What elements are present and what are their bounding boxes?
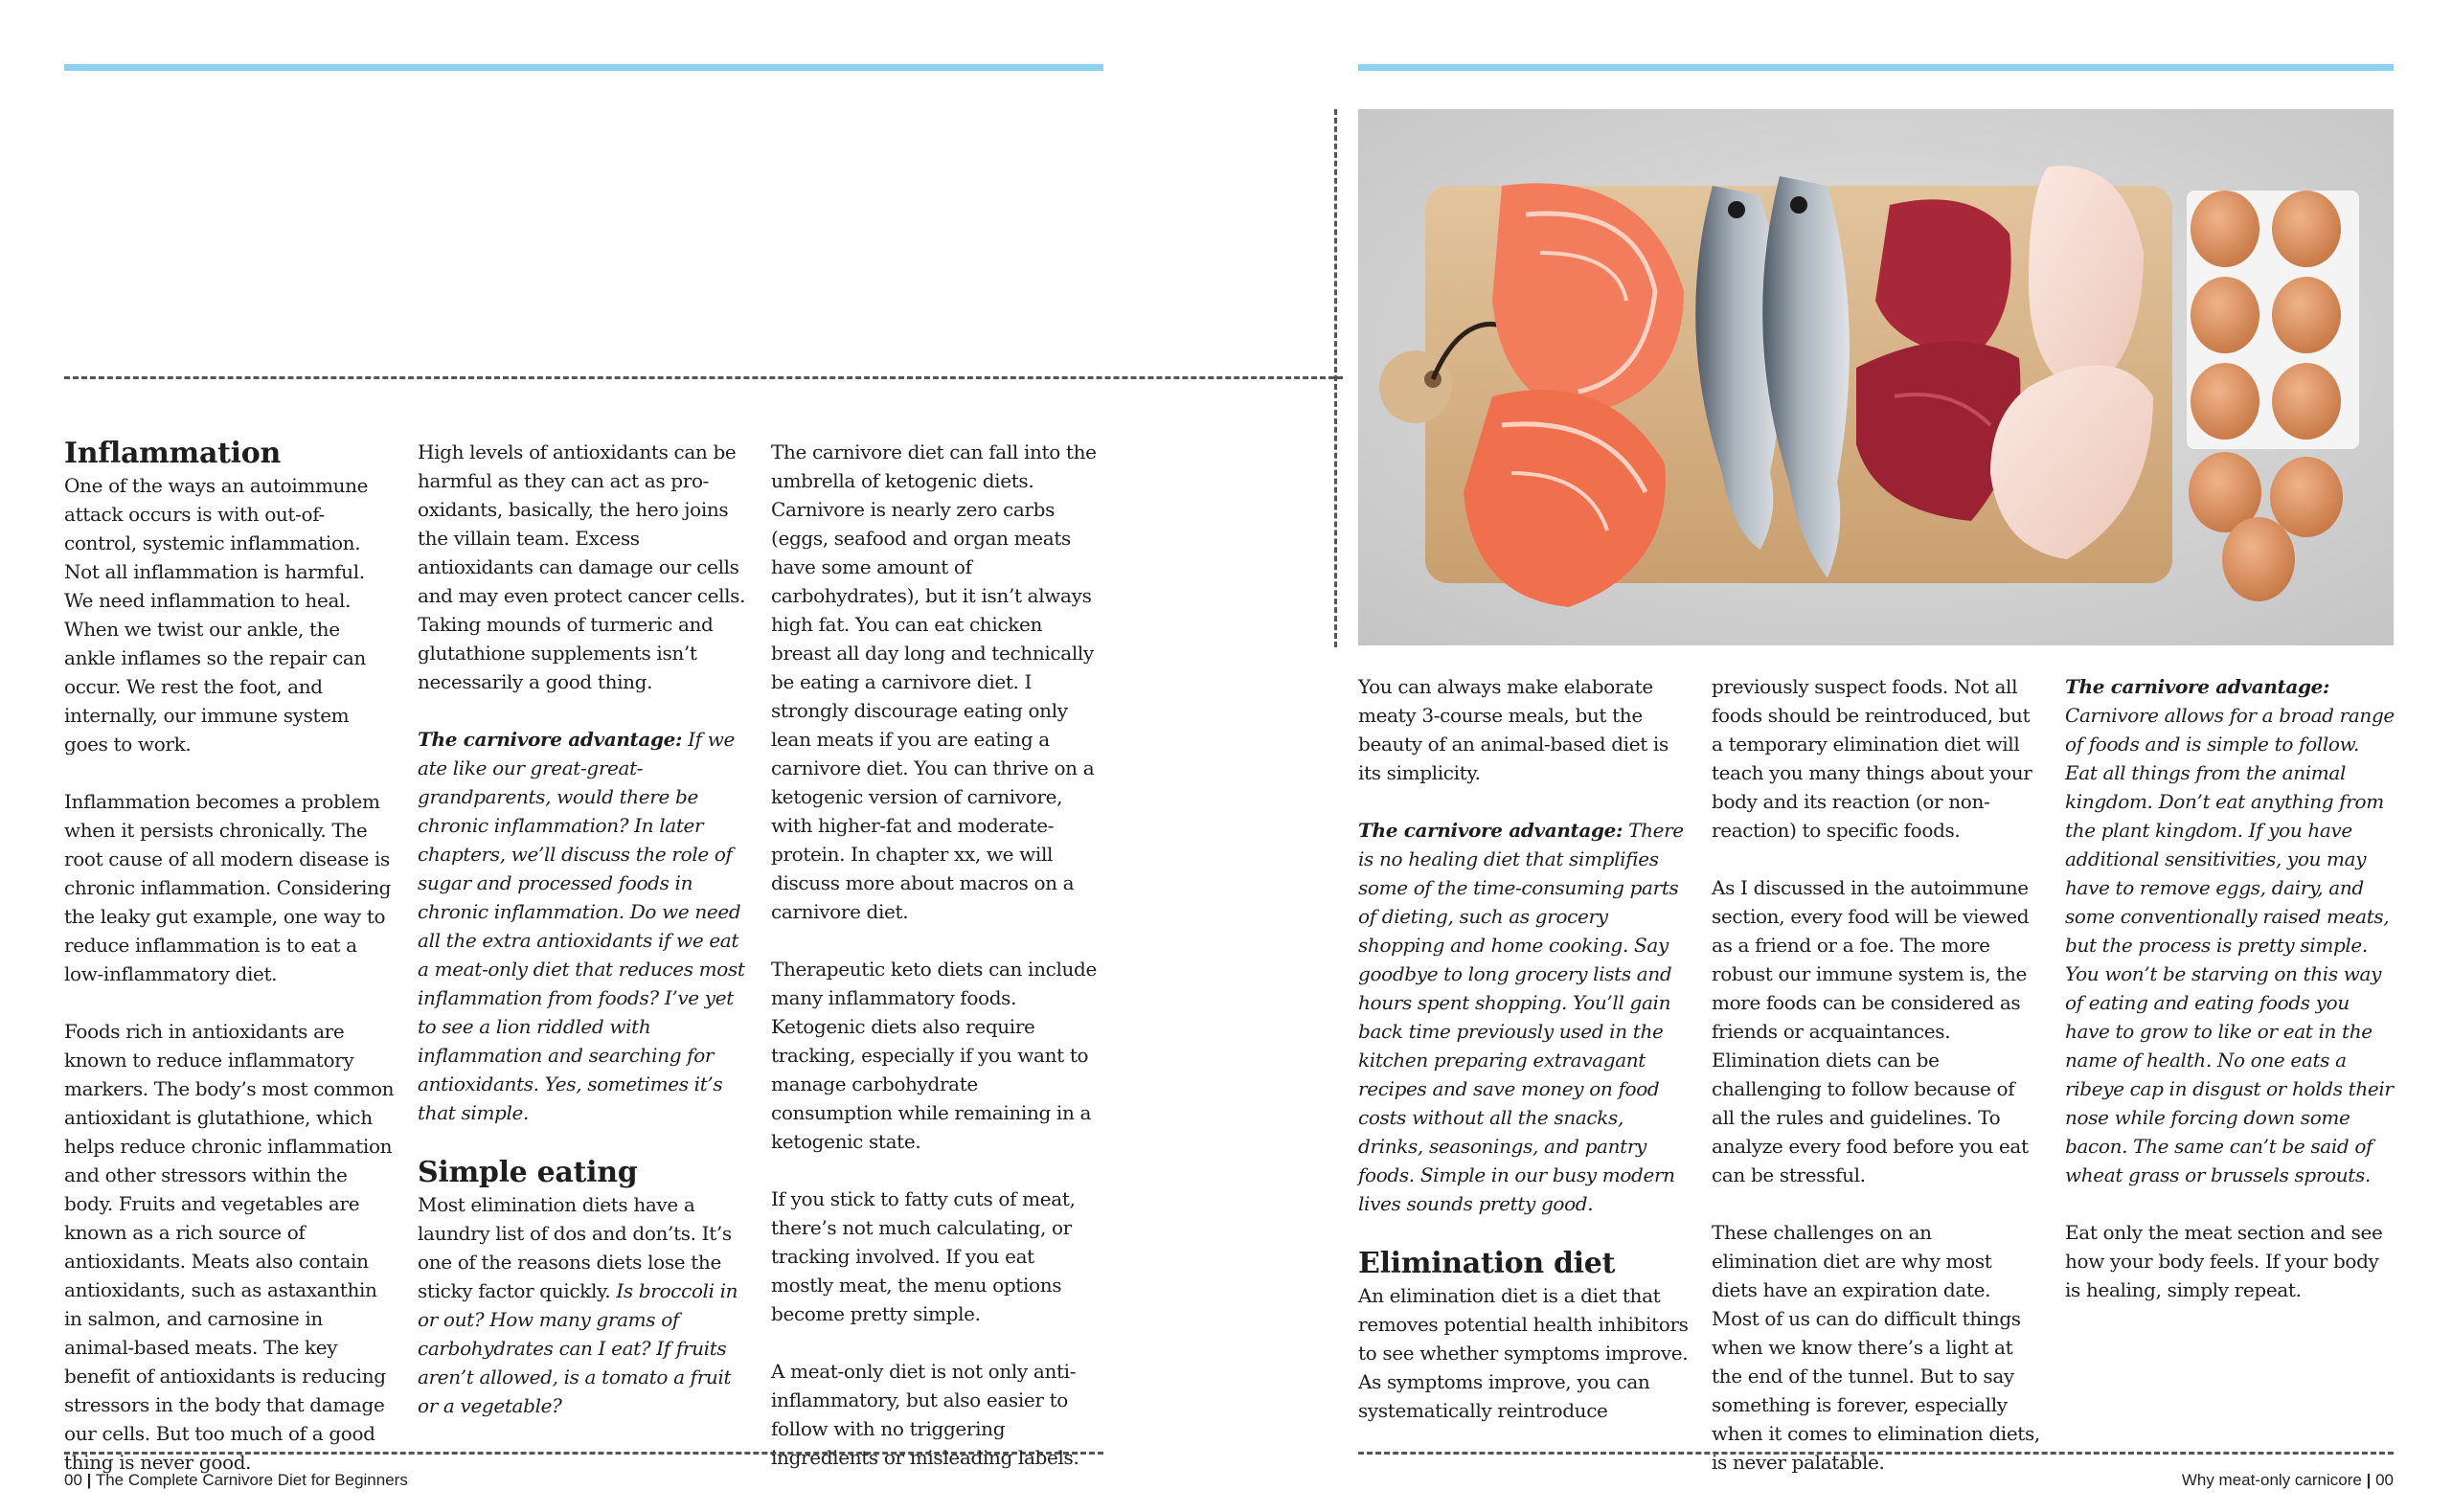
expiration-date-paragraph: These challenges on an elimination diet are why most diets have an expiration date. Most of us can do difficult things when we know there’s a light at the end of the tunnel. But to say something is forever, especially when it comes to elimination diets, is never palatable. (1712, 1221, 2040, 1474)
carnivore-advantage-callout-2 (1358, 816, 1689, 1218)
left-top-accent-rule (64, 64, 1103, 71)
simplicity-paragraph: You can always make elaborate meaty 3-course meals, but the beauty of an animal-based diet is its simplicity. (1358, 675, 1669, 784)
right-column-3 (2065, 672, 2395, 1333)
simple-eating-text: Most elimination diets have a laundry list of dos and don’ts. It’s one of the reasons diets lose the sticky factor quickly. (418, 1193, 732, 1302)
inflammation-paragraph-3: Foods rich in antioxidants are known to reduce inflammatory markers. The body’s most common antioxidant is glutathione, which helps reduce chronic inflammation and other stressors within the body. Fruits and vegetables are known as a rich source of antioxidants. Meats also contain antioxidants, such as astaxanthin in salmon, and carnosine in animal-based meats. The key benefit of antioxidants is reducing stressors in the body that damage our cells. But too much of a good thing is never good. (64, 1020, 395, 1474)
inflammation-paragraph-1: One of the ways an autoimmune attack occurs is with out-of-control, systemic inflammation. Not all inflammation is harmful. We need inflammation to heal. When we twist our ankle, the ankle inflames so the repair can occur. We rest the foot, and internally, our immune system goes to work. (64, 474, 369, 756)
ketogenic-paragraph-1: The carnivore diet can fall into the umbrella of ketogenic diets. Carnivore is nearly zero carbs (eggs, seafood and organ meats have some amount of carbohydrates), but it isn’t always high fat. You can eat chicken breast all day long and technically be eating a carnivore diet. I strongly discourage eating only lean meats if you are eating a carnivore diet. You can thrive on a ketogenic version of carnivore, with higher-fat and moderate-protein. In chapter xx, we will discuss more about macros on a carnivore diet. (771, 440, 1097, 923)
ketogenic-paragraph-2: Therapeutic keto diets can include many inflammatory foods. Ketogenic diets also require tracking, especially if you want to manage carbohydrate consumption while remaining in a ketogenic state. (771, 958, 1097, 1153)
footer-separator: | (2366, 1471, 2372, 1489)
left-column-3 (771, 438, 1101, 1501)
carnivore-advantage-label: The carnivore advantage: (1358, 819, 1623, 842)
left-column-1 (64, 437, 395, 1505)
inflammation-paragraph-2: Inflammation becomes a problem when it persists chronically. The root cause of all modern disease is chronic inflammation. Considering the leaky gut example, one way to reduce inflammation is to eat a low-inflammatory diet. (64, 790, 392, 985)
carnivore-advantage-text: There is no healing diet that simplifies some of the time-consuming parts of dieting, such as grocery shopping and home cooking. Say goodbye to long grocery lists and hours spent shopping. You’ll gain back time previously used in the kitchen preparing extravagant recipes and save money on food costs without all the snacks, drinks, seasonings, and pantry foods. Simple in our busy modern lives sounds pretty good. (1358, 819, 1684, 1215)
simple-eating-heading: Simple eating (418, 1156, 638, 1189)
right-top-accent-rule (1358, 64, 2394, 71)
meat-photo-illustration (1358, 109, 2394, 645)
left-section-divider (64, 376, 1343, 379)
simple-eating-questions: Is broccoli in or out? How many grams of carbohydrates can I eat? If fruits aren’t allowed, is a tomato a fruit or a vegetable? (418, 1279, 738, 1417)
ketogenic-paragraph-4: A meat-only diet is not only anti-inflammatory, but also easier to follow with no triggering ingredients or misleading labels. (771, 1360, 1079, 1469)
ketogenic-paragraph-3: If you stick to fatty cuts of meat, there’s not much calculating, or tracking involved. If you eat mostly meat, the menu options become pretty simple. (771, 1187, 1076, 1325)
right-page-number: 00 (2375, 1471, 2394, 1489)
left-page-number: 00 (64, 1471, 82, 1489)
meat-section-paragraph: Eat only the meat section and see how your body feels. If your body is healing, simply repeat. (2065, 1221, 2383, 1301)
carnivore-advantage-callout-1 (418, 725, 748, 1127)
antioxidants-paragraph: High levels of antioxidants can be harmful as they can act as pro-oxidants, basically, the hero joins the villain team. Excess antioxidants can damage our cells and may even protect cancer cells. Taking mounds of turmeric and glutathione supplements isn’t necessarily a good thing. (418, 440, 746, 693)
elimination-diet-paragraph: An elimination diet is a diet that removes potential health inhibitors to see whether symptoms improve. As symptoms improve, you can systematically reintroduce (1358, 1284, 1689, 1422)
right-photo-divider (1334, 109, 1337, 647)
meat-cutting-board-photo (1358, 109, 2394, 645)
right-column-2 (1712, 672, 2042, 1505)
carnivore-advantage-label: The carnivore advantage: (418, 728, 683, 751)
carnivore-advantage-label: The carnivore advantage: (2065, 675, 2330, 698)
right-running-title: Why meat-only carnicore (2181, 1471, 2362, 1489)
carnivore-advantage-text: Carnivore allows for a broad range of foods and is simple to follow. Eat all things from the animal kingdom. Don’t eat anything from the plant kingdom. If you have additional sensitivities, you may have to remove eggs, dairy, and some conventionally raised meats, but the process is pretty simple. You won’t be starving on this way of eating and eating foods you have to grow to like or eat in the name of health. No one eats a ribeye cap in disgust or holds their nose while forcing down some bacon. The same can’t be said of wheat grass or brussels sprouts. (2065, 704, 2395, 1186)
right-footer (2182, 1471, 2394, 1490)
left-footer (64, 1471, 408, 1490)
carnivore-advantage-text: If we ate like our great-great-grandparents, would there be chronic inflammation? In later chapters, we’ll discuss the role of sugar and processed foods in chronic inflammation. Do we need all the extra antioxidants if we eat a meat-only diet that reduces most inflammation from foods? I’ve yet to see a lion riddled with inflammation and searching for antioxidants. Yes, sometimes it’s that simple. (418, 728, 745, 1124)
left-running-title: The Complete Carnivore Diet for Beginners (95, 1471, 408, 1489)
footer-separator: | (86, 1471, 92, 1489)
carnivore-advantage-callout-3 (2065, 672, 2395, 1189)
reintroduce-paragraph: previously suspect foods. Not all foods should be reintroduced, but a temporary elimination diet will teach you many things about your body and its reaction (or non-reaction) to specific foods. (1712, 675, 2032, 842)
left-column-2 (418, 438, 748, 1449)
inflammation-heading: Inflammation (64, 437, 281, 470)
elimination-diet-heading: Elimination diet (1358, 1247, 1616, 1280)
simple-eating-paragraph (418, 1190, 748, 1420)
friend-or-foe-paragraph: As I discussed in the autoimmune section, every food will be viewed as a friend or a foe. The more robust our immune system is, the more foods can be considered as friends or acquaintances. Elimination diets can be challenging to follow because of all the rules and guidelines. To analyze every food before you eat can be stressful. (1712, 876, 2030, 1186)
right-column-1 (1358, 672, 1689, 1425)
